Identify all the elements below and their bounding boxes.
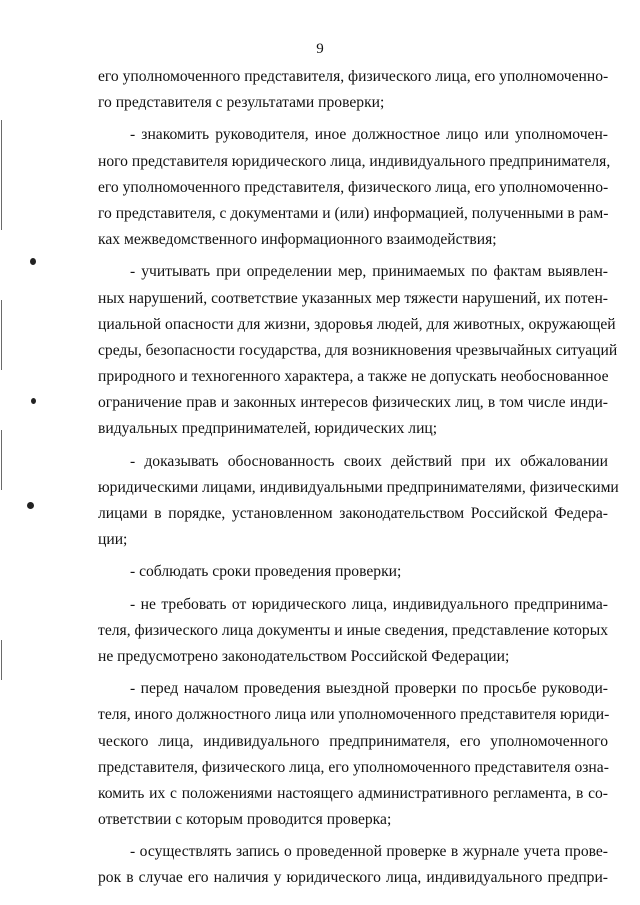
text-line: среды, безопасности государства, для возникновения чрезвычайных ситуаций	[98, 341, 618, 359]
paragraph-2	[98, 122, 611, 253]
page-edge-shadow	[1, 300, 2, 370]
text-line: - не требовать от юридического лица, индивидуального предпринима-	[130, 595, 608, 613]
text-line: лицами в порядке, установленном законодательством Российской Федера-	[98, 505, 608, 522]
paragraph-7	[98, 676, 608, 833]
text-line: - соблюдать сроки проведения проверки;	[130, 563, 402, 581]
text-line: комить их с положениями настоящего административного регламента, в со-	[98, 784, 608, 802]
text-line: ции;	[98, 531, 128, 549]
text-line: ограничение прав и законных интересов физических лиц, в том числе инди-	[98, 394, 608, 412]
text-line: теля, физического лица документы и иные сведения, представление которых	[98, 621, 608, 639]
text-line: теля, иного должностного лица или уполномоченного представителя юриди-	[98, 706, 610, 724]
text-line: - осуществлять запись о проведенной проверке в журнале учета прове-	[130, 843, 608, 861]
text-line: - перед началом проведения выездной проверки по просьбе руководи-	[130, 680, 608, 698]
page-body	[98, 64, 619, 892]
text-line: рок в случае его наличия у юридического лица, индивидуального предпри-	[98, 869, 608, 887]
text-line: его уполномоченного представителя, физического лица, его уполномоченно-	[98, 178, 609, 196]
paragraph-1	[98, 64, 608, 116]
text-line: го представителя, с документами и (или) информацией, полученными в рам-	[98, 204, 609, 222]
binding-mark	[30, 258, 36, 265]
paragraph-6	[98, 592, 608, 671]
text-line: циальной опасности для жизни, здоровья людей, для животных, окружающей	[98, 315, 616, 333]
text-line: не предусмотрено законодательством Российской Федерации;	[98, 647, 510, 665]
text-line: - доказывать обоснованность своих действий при их обжаловании	[130, 452, 608, 470]
page-number: 9	[316, 41, 324, 57]
paragraph-8	[98, 839, 608, 891]
binding-mark	[27, 502, 34, 509]
paragraph-3	[98, 259, 618, 442]
page-edge-shadow	[1, 430, 2, 490]
page-edge-shadow	[1, 640, 2, 680]
text-line: представителя, физического лица, его уполномоченного представителя озна-	[98, 758, 609, 776]
binding-mark	[31, 398, 36, 404]
page-edge-shadow	[1, 120, 2, 230]
text-line: его уполномоченного представителя, физического лица, его уполномоченно-	[98, 68, 609, 85]
paragraph-4	[98, 449, 619, 554]
text-line: ответствии с которым проводится проверка;	[98, 811, 392, 829]
text-line: - учитывать при определении мер, принимаемых по фактам выявлен-	[130, 263, 608, 281]
text-line: природного и техногенного характера, а также не допускать необоснованное	[98, 368, 609, 386]
text-line: ках межведомственного информационного взаимодействия;	[98, 231, 497, 249]
text-line: - знакомить руководителя, иное должностное лицо или уполномочен-	[130, 126, 608, 144]
text-line: го представителя с результатами проверки;	[98, 94, 385, 112]
text-line: ного представителя юридического лица, индивидуального предпринимателя,	[98, 152, 611, 170]
text-line: ческого лица, индивидуального предпринимателя, его уполномоченного	[98, 732, 608, 750]
text-line: ных нарушений, соответствие указанных мер тяжести нарушений, их потен-	[98, 289, 608, 307]
paragraph-5	[98, 559, 608, 585]
text-line: видуальных предпринимателей, юридических лиц;	[98, 420, 438, 438]
text-line: юридическими лицами, индивидуальными предпринимателями, физическими	[98, 478, 619, 496]
